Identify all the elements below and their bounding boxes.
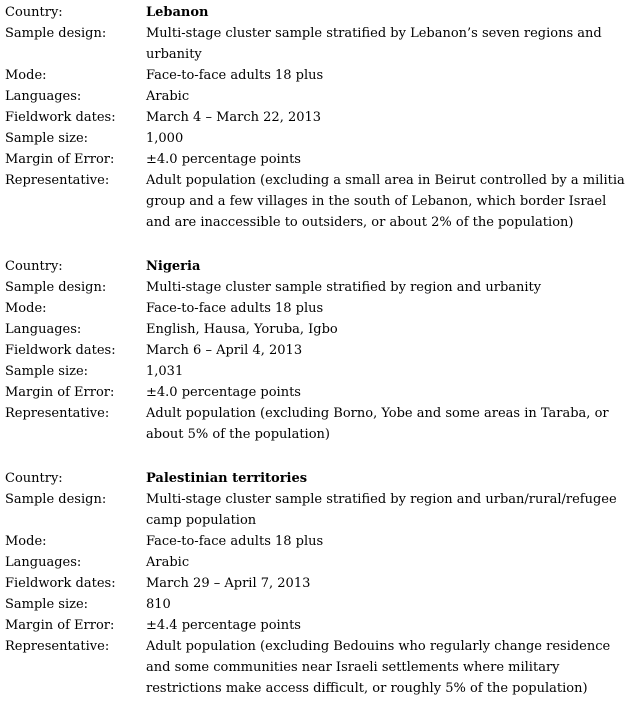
field-value: 810 <box>146 597 171 612</box>
country-section-palestinian-territories <box>5 468 626 699</box>
field-row <box>5 277 626 298</box>
field-value: March 29 – April 7, 2013 <box>146 576 311 591</box>
field-label: Fieldwork dates: <box>5 576 116 591</box>
country-name: Nigeria <box>146 259 201 274</box>
field-label: Sample size: <box>5 597 89 612</box>
field-value: English, Hausa, Yoruba, Igbo <box>146 322 338 337</box>
field-row <box>5 298 626 319</box>
field-row <box>5 468 626 489</box>
field-value: March 6 – April 4, 2013 <box>146 343 303 358</box>
field-label: Margin of Error: <box>5 385 115 400</box>
field-value: Arabic <box>146 89 190 104</box>
field-row <box>5 552 626 573</box>
field-value: 1,000 <box>146 131 184 146</box>
field-label: Country: <box>5 5 63 20</box>
field-row <box>5 594 626 615</box>
field-value: Face-to-face adults 18 plus <box>146 534 324 549</box>
field-value: Multi-stage cluster sample stratified by region and urbanity <box>146 280 542 295</box>
field-row <box>5 256 626 277</box>
field-row <box>5 65 626 86</box>
field-value: ±4.0 percentage points <box>146 152 301 167</box>
field-label: Margin of Error: <box>5 152 115 167</box>
field-label: Languages: <box>5 555 82 570</box>
field-label: Representative: <box>5 173 110 188</box>
field-row <box>5 319 626 340</box>
country-name: Palestinian territories <box>146 471 308 486</box>
field-label: Fieldwork dates: <box>5 110 116 125</box>
field-label: Sample design: <box>5 26 107 41</box>
field-label: Sample design: <box>5 280 107 295</box>
field-label: Languages: <box>5 322 82 337</box>
field-label: Sample design: <box>5 492 107 507</box>
field-row <box>5 361 626 382</box>
country-section-lebanon <box>5 2 626 233</box>
field-row <box>5 382 626 403</box>
field-row <box>5 403 626 445</box>
field-label: Fieldwork dates: <box>5 343 116 358</box>
field-label: Languages: <box>5 89 82 104</box>
country-name: Lebanon <box>146 5 209 20</box>
field-label: Mode: <box>5 534 47 549</box>
field-label: Mode: <box>5 68 47 83</box>
field-row <box>5 107 626 128</box>
field-value: March 4 – March 22, 2013 <box>146 110 322 125</box>
field-label: Sample size: <box>5 131 89 146</box>
field-row <box>5 149 626 170</box>
field-value: Adult population (excluding Bedouins who regularly change residence and some communities near Israeli settlements where military restrictions make access difficult, or roughly 5% of the population) <box>146 639 611 696</box>
field-row <box>5 170 626 233</box>
field-value: Face-to-face adults 18 plus <box>146 68 324 83</box>
field-label: Sample size: <box>5 364 89 379</box>
field-row <box>5 86 626 107</box>
field-value: 1,031 <box>146 364 184 379</box>
field-value: Arabic <box>146 555 190 570</box>
field-row <box>5 615 626 636</box>
field-label: Representative: <box>5 406 110 421</box>
field-row <box>5 489 626 531</box>
field-value: Face-to-face adults 18 plus <box>146 301 324 316</box>
field-value: ±4.0 percentage points <box>146 385 301 400</box>
field-row <box>5 2 626 23</box>
field-value: Adult population (excluding Borno, Yobe and some areas in Taraba, or about 5% of the population) <box>146 406 609 442</box>
field-value: ±4.4 percentage points <box>146 618 301 633</box>
field-value: Multi-stage cluster sample stratified by Lebanon’s seven regions and urbanity <box>146 26 602 62</box>
field-label: Representative: <box>5 639 110 654</box>
country-section-nigeria <box>5 256 626 445</box>
field-row <box>5 636 626 699</box>
field-row <box>5 531 626 552</box>
field-row <box>5 23 626 65</box>
field-value: Multi-stage cluster sample stratified by region and urban/rural/refugee camp population <box>146 492 617 528</box>
field-value: Adult population (excluding a small area in Beirut controlled by a militia group and a few villages in the south of Lebanon, which border Israel and are inaccessible to outsiders, or about 2% of the population) <box>146 173 625 230</box>
field-label: Mode: <box>5 301 47 316</box>
field-row <box>5 340 626 361</box>
field-label: Country: <box>5 259 63 274</box>
field-label: Country: <box>5 471 63 486</box>
field-row <box>5 573 626 594</box>
field-label: Margin of Error: <box>5 618 115 633</box>
field-row <box>5 128 626 149</box>
